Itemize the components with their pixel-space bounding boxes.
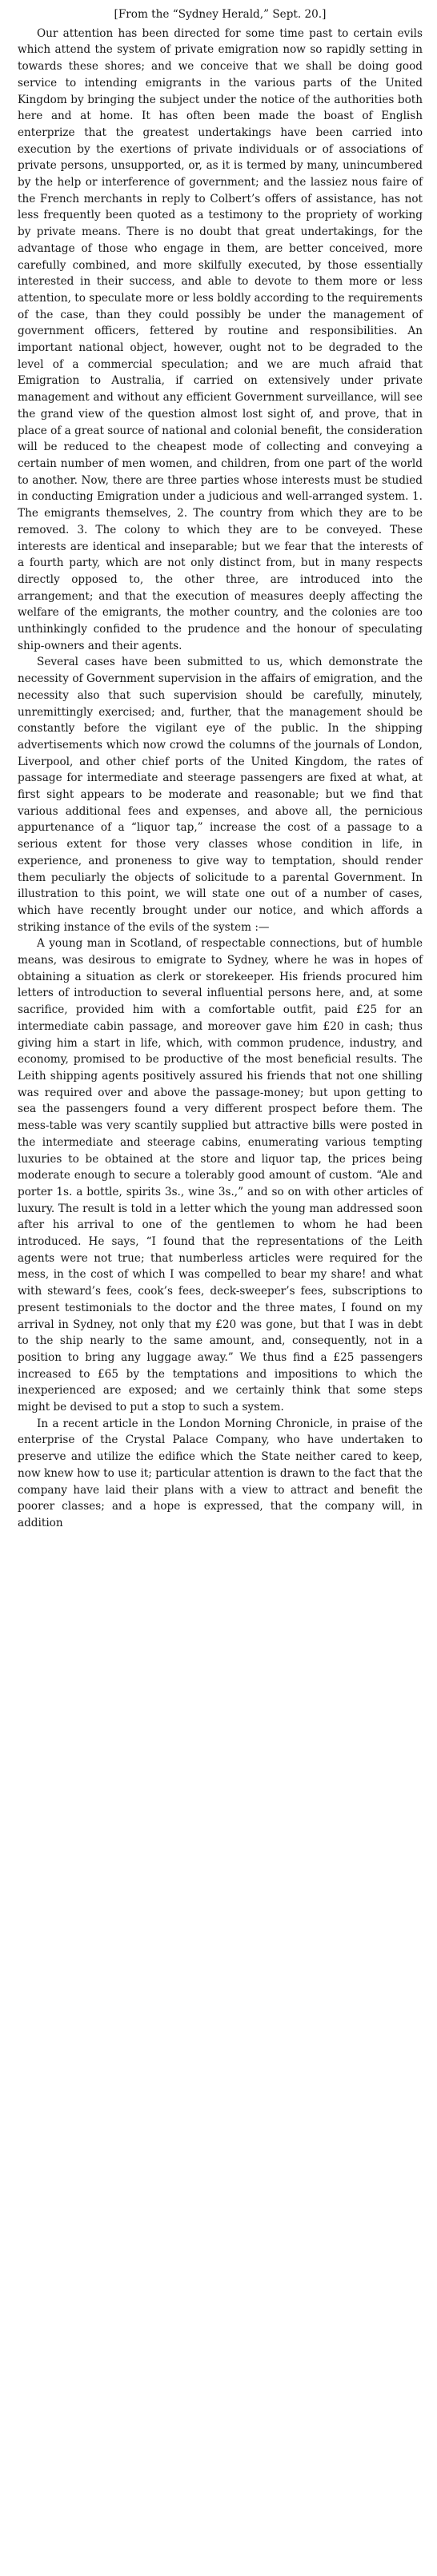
- article-paragraph-4: In a recent article in the London Morning Chronicle, in praise of the enterprise of the Crystal Palace Company, who have undertaken to preserve and utilize the edifice which the State neither cared to keep, now knew how to use it; particular attention is drawn to the fact that the company have laid their plans with a view to attract and benefit the poorer classes; and a hope is expressed, that the company will, in addition: [18, 1417, 423, 1529]
- article-paragraph-1: Our attention has been directed for some time past to certain evils which attend the system of private emigration now so rapidly setting in towards these shores; and we conceive that we shall be doing good service to intending emigrants in the various parts of the United Kingdom by bringing the subject under the notice of the authorities both here and at home. It has often been made the boast of English enterprize that the greatest undertakings have been carried into execution by the exertions of private individuals or of associations of private persons, unsupported, or, as it is termed by many, unincumbered by the help or interference of government; and the lassiez nous faire of the French merchants in reply to Colbert’s offers of assistance, has not less frequently been quoted as a testimony to the propriety of working by private means. There is no doubt that great undertakings, for the advantage of those who engage in them, are better conceived, more carefully combined, and more skilfully executed, by those essentially interested in their success, and able to devote to them more or less attention, to speculate more or less boldly according to the requirements of the case, than they could possibly be under the management of government officers, fettered by routine and responsibilities. An important national object, however, ought not to be degraded to the level of a commercial speculation; and we are much afraid that Emigration to Australia, if carried on extensively under private management and without any efficient Government surveillance, will see the grand view of the question almost lost sight of, and prove, that in place of a great source of national and colonial benefit, the consideration will be reduced to the cheapest mode of collecting and conveying a certain number of men women, and children, from one part of the world to another. Now, there are three parties whose interests must be studied in conducting Emigration under a judicious and well-arranged system. 1. The emigrants themselves, 2. The country from which they are to be removed. 3. The colony to which they are to be conveyed. These interests are identical and inseparable; but we fear that the interests of a fourth party, which are not only distinct from, but in many respects directly opposed to, the other three, are introduced into the arrangement; and that the execution of measures deeply affecting the welfare of the emigrants, the mother country, and the colonies are too unthinkingly confided to the prudence and the honour of speculating ship-owners and their agents.: [18, 26, 423, 652]
- source-line: [From the “Sydney Herald,” Sept. 20.]: [114, 8, 327, 21]
- article-paragraph-3: A young man in Scotland, of respectable connections, but of humble means, was desirous to emigrate to Sydney, where he was in hopes of obtaining a situation as clerk or storekeeper. His friends procured him letters of introduction to several influential persons here, and, at some sacrifice, provided him with a comfortable outfit, paid £25 for an intermediate cabin passage, and moreover gave him £20 in cash; thus giving him a start in life, which, with common prudence, industry, and economy, promised to be productive of the most beneficial results. The Leith shipping agents positively assured his friends that not one shilling was required over and above the passage-money; but upon getting to sea the passengers found a very different prospect before them. The mess-table was very scantily supplied but attractive bills were posted in the intermediate and steerage cabins, enumerating various tempting luxuries to be obtained at the store and liquor tap, the prices being moderate enough to secure a tolerably good amount of custom. “Ale and porter 1s. a bottle, spirits 3s., wine 3s.,” and so on with other articles of luxury. The result is told in a letter which the young man addressed soon after his arrival to one of the gentlemen to whom he had been introduced. He says, “I found that the representations of the Leith agents were not true; that numberless articles were required for the mess, in the cost of which I was compelled to bear my share! and what with steward’s fees, cook’s fees, deck-sweeper’s fees, subscriptions to present testimonials to the doctor and the three mates, I found on my arrival in Sydney, not only that my £20 was gone, but that I was in debt to the ship nearly to the same amount, and, consequently, not in a position to bring any luggage away.” We thus find a £25 passengers increased to £65 by the temptations and impositions to which the inexperienced are exposed; and we certainly think that some steps might be devised to put a stop to such a system.: [18, 937, 423, 1414]
- article-paragraph-2: Several cases have been submitted to us, which demonstrate the necessity of Government supervision in the affairs of emigration, and the necessity also that such supervision should be carefully, minutely, unremittingly exercised; and, further, that the management should be constantly before the vigilant eye of the public. In the shipping advertisements which now crowd the columns of the journals of London, Liverpool, and other chief ports of the United Kingdom, the rates of passage for intermediate and steerage passengers are fixed at what, at first sight appears to be moderate and reasonable; but we find that various additional fees and expenses, and above all, the pernicious appurtenance of a “liquor tap,” increase the cost of a passage to a serious extent for those very classes whose condition in life, in experience, and proneness to give way to temptation, should render them peculiarly the objects of solicitude to a parental Government. In illustration to this point, we will state one out of a number of cases, which have recently brought under our notice, and which affords a striking instance of the evils of the system :—: [18, 656, 423, 934]
